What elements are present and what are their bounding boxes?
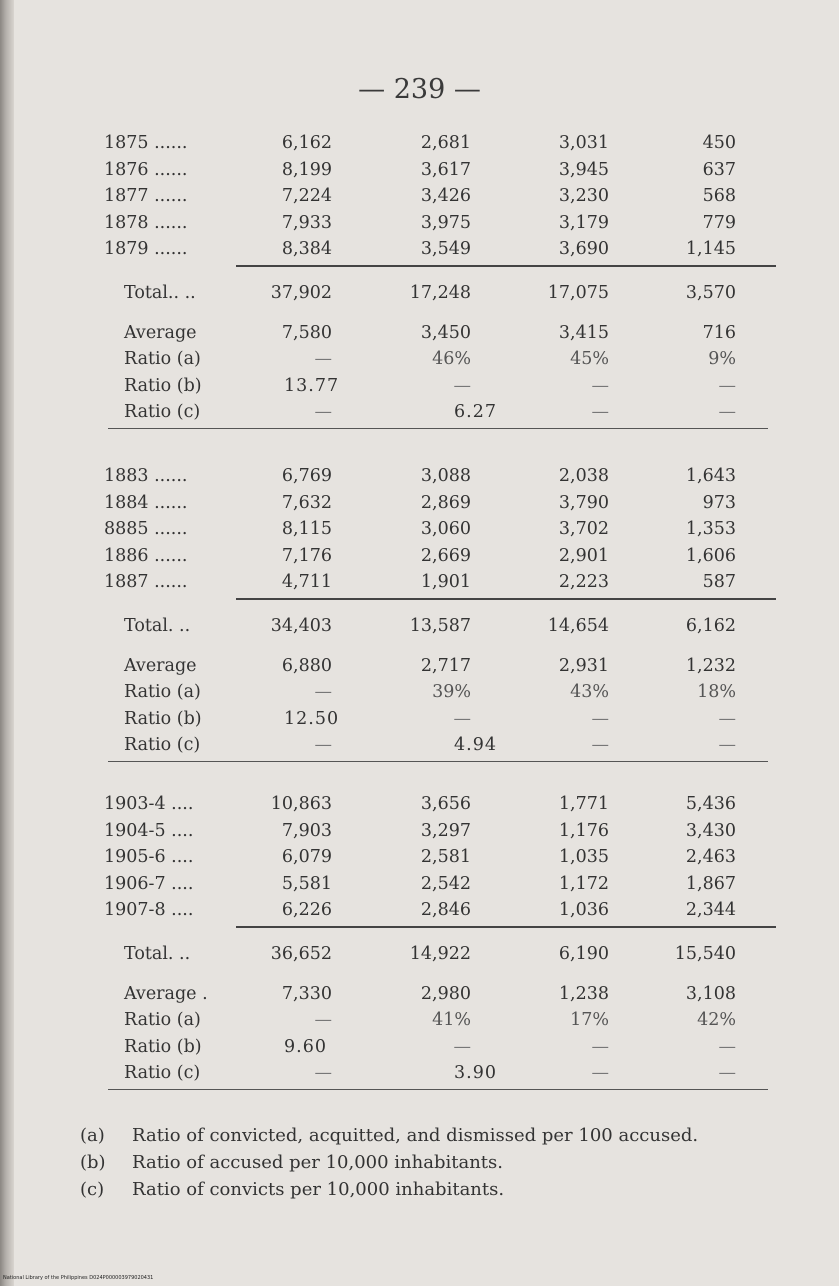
total-row — [0, 280, 839, 306]
average-value: 3,415 — [558, 322, 609, 343]
value-cell: 1,606 — [685, 545, 736, 566]
total-label: Total. .. — [124, 615, 191, 636]
average-value: 1,238 — [558, 983, 609, 1004]
year-row — [0, 130, 839, 156]
ratio-label: Ratio (a) — [124, 682, 201, 702]
footnote-key: (b) — [80, 1152, 106, 1173]
footnote-key: (a) — [80, 1125, 105, 1146]
footnote-text: Ratio of convicted, acquitted, and dismissed per 100 accused. — [132, 1125, 699, 1146]
total-label: Total. .. — [124, 943, 191, 964]
total-rule — [236, 265, 776, 267]
scan-footer: National Library of the Philippines D024P000003979020431 — [3, 1275, 154, 1281]
value-cell: 7,933 — [281, 212, 332, 233]
year-label: 1876 ...... — [104, 159, 188, 180]
average-value: 7,580 — [281, 322, 332, 343]
value-cell: 1,901 — [420, 572, 471, 592]
value-cell: 1,176 — [558, 820, 609, 841]
ratio-dash: — — [314, 1063, 332, 1083]
year-label: 1883 ...... — [104, 466, 188, 486]
ratio-label: Ratio (a) — [124, 1010, 201, 1030]
ratio-label: Ratio (c) — [124, 402, 201, 422]
value-cell: 3,975 — [420, 212, 471, 233]
total-value: 13,587 — [409, 615, 471, 636]
value-cell: 3,790 — [558, 492, 609, 513]
value-cell: 6,162 — [281, 133, 332, 153]
ratio-dash: — — [718, 708, 736, 729]
ratio-dash: — — [591, 402, 609, 422]
ratio-b-value: 9.60 — [284, 1036, 327, 1057]
value-cell: 3,430 — [685, 820, 736, 841]
average-value: 2,980 — [420, 983, 471, 1004]
ratio-b-row — [0, 1034, 839, 1060]
total-value: 36,652 — [270, 943, 332, 964]
section-rule — [108, 1089, 768, 1091]
value-cell: 3,617 — [420, 159, 471, 180]
value-cell: 6,226 — [281, 900, 332, 920]
ratio-label: Ratio (a) — [124, 349, 201, 369]
value-cell: 2,038 — [558, 466, 609, 486]
value-cell: 7,224 — [281, 186, 332, 206]
ratio-c-value: 3.90 — [454, 1063, 497, 1083]
year-label: 1905-6 .... — [104, 847, 194, 867]
ratio-b-value: 13.77 — [284, 375, 340, 396]
ratio-dash: — — [314, 349, 332, 369]
ratio-percent: 39% — [432, 682, 471, 702]
ratio-c-value: 4.94 — [454, 735, 497, 755]
value-cell: 1,643 — [685, 466, 736, 486]
year-row — [0, 871, 839, 897]
value-cell: 8,384 — [281, 239, 332, 259]
average-value: 2,931 — [558, 655, 609, 676]
value-cell: 2,681 — [420, 133, 471, 153]
ratio-percent: 42% — [697, 1010, 736, 1030]
value-cell: 5,436 — [685, 794, 736, 814]
value-cell: 1,035 — [558, 847, 609, 867]
value-cell: 7,903 — [281, 820, 332, 841]
year-label: 1878 ...... — [104, 212, 188, 233]
ratio-dash: — — [453, 375, 471, 396]
value-cell: 450 — [702, 133, 736, 153]
year-row — [0, 844, 839, 870]
year-row — [0, 543, 839, 569]
total-value: 14,654 — [547, 615, 609, 636]
ratio-dash: — — [718, 1063, 736, 1083]
year-row — [0, 183, 839, 209]
year-row — [0, 569, 839, 595]
ratio-c-row — [0, 732, 839, 758]
ratio-dash: — — [718, 735, 736, 755]
total-row — [0, 941, 839, 967]
value-cell: 3,031 — [558, 133, 609, 153]
value-cell: 3,945 — [558, 159, 609, 180]
total-rule — [236, 598, 776, 600]
footnote — [80, 1149, 810, 1176]
total-value: 17,248 — [409, 282, 471, 303]
year-label: 1877 ...... — [104, 186, 188, 206]
year-row — [0, 210, 839, 236]
average-value: 2,717 — [420, 655, 471, 676]
value-cell: 779 — [702, 212, 736, 233]
year-row — [0, 897, 839, 923]
ratio-percent: 46% — [432, 349, 471, 369]
ratio-dash: — — [314, 735, 332, 755]
value-cell: 3,230 — [558, 186, 609, 206]
average-label: Average — [124, 655, 197, 676]
ratio-percent: 17% — [570, 1010, 609, 1030]
value-cell: 1,353 — [685, 519, 736, 539]
year-label: 1875 ...... — [104, 133, 188, 153]
value-cell: 3,690 — [558, 239, 609, 259]
footnote-text: Ratio of convicts per 10,000 inhabitants. — [132, 1179, 505, 1200]
year-row — [0, 463, 839, 489]
year-label: 1879 ...... — [104, 239, 188, 259]
ratio-dash: — — [314, 1010, 332, 1030]
value-cell: 2,846 — [420, 900, 471, 920]
total-value: 15,540 — [674, 943, 736, 964]
value-cell: 3,549 — [420, 239, 471, 259]
ratio-dash: — — [591, 735, 609, 755]
year-row — [0, 490, 839, 516]
ratio-dash: — — [591, 708, 609, 729]
year-label: 1907-8 .... — [104, 900, 194, 920]
ratio-c-value: 6.27 — [454, 402, 497, 422]
value-cell: 6,769 — [281, 466, 332, 486]
ratio-label: Ratio (b) — [124, 708, 202, 729]
total-value: 6,190 — [558, 943, 609, 964]
value-cell: 3,060 — [420, 519, 471, 539]
ratio-a-row — [0, 1007, 839, 1033]
year-row — [0, 516, 839, 542]
average-value: 6,880 — [281, 655, 332, 676]
year-label: 1906-7 .... — [104, 873, 194, 894]
value-cell: 2,869 — [420, 492, 471, 513]
ratio-percent: 9% — [708, 349, 736, 369]
ratio-dash: — — [453, 1036, 471, 1057]
value-cell: 2,223 — [558, 572, 609, 592]
footnotes — [80, 1122, 810, 1203]
average-row — [0, 320, 839, 346]
ratio-percent: 45% — [570, 349, 609, 369]
year-label: 1903-4 .... — [104, 794, 194, 814]
footnote-key: (c) — [80, 1179, 105, 1200]
ratio-dash: — — [591, 1036, 609, 1057]
ratio-percent: 43% — [570, 682, 609, 702]
value-cell: 1,036 — [558, 900, 609, 920]
section-rule — [108, 761, 768, 763]
total-value: 3,570 — [685, 282, 736, 303]
total-row — [0, 613, 839, 639]
value-cell: 3,702 — [558, 519, 609, 539]
year-label: 1887 ...... — [104, 572, 188, 592]
average-value: 7,330 — [281, 983, 332, 1004]
ratio-b-value: 12.50 — [284, 708, 340, 729]
average-row — [0, 981, 839, 1007]
average-value: 716 — [702, 322, 736, 343]
year-row — [0, 157, 839, 183]
value-cell: 1,145 — [685, 239, 736, 259]
ratio-dash: — — [314, 682, 332, 702]
year-row — [0, 791, 839, 817]
value-cell: 2,901 — [558, 545, 609, 566]
value-cell: 2,463 — [685, 847, 736, 867]
value-cell: 2,581 — [420, 847, 471, 867]
total-rule — [236, 926, 776, 928]
total-label: Total.. .. — [124, 282, 196, 303]
average-value: 3,108 — [685, 983, 736, 1004]
page-number: — 239 — — [358, 74, 481, 105]
year-label: 1884 ...... — [104, 492, 188, 513]
value-cell: 637 — [702, 159, 736, 180]
ratio-dash: — — [314, 402, 332, 422]
year-label: 8885 ...... — [104, 519, 188, 539]
value-cell: 973 — [702, 492, 736, 513]
value-cell: 2,344 — [685, 900, 736, 920]
value-cell: 4,711 — [281, 572, 332, 592]
ratio-dash: — — [591, 1063, 609, 1083]
ratio-label: Ratio (c) — [124, 1063, 201, 1083]
value-cell: 3,088 — [420, 466, 471, 486]
value-cell: 8,199 — [281, 159, 332, 180]
ratio-label: Ratio (b) — [124, 375, 202, 396]
value-cell: 6,079 — [281, 847, 332, 867]
ratio-dash: — — [453, 708, 471, 729]
section-rule — [108, 428, 768, 430]
value-cell: 8,115 — [281, 519, 332, 539]
ratio-a-row — [0, 346, 839, 372]
ratio-percent: 41% — [432, 1010, 471, 1030]
total-value: 34,403 — [270, 615, 332, 636]
total-value: 14,922 — [409, 943, 471, 964]
footnote-text: Ratio of accused per 10,000 inhabitants. — [132, 1152, 503, 1173]
footnote — [80, 1176, 810, 1203]
value-cell: 7,176 — [281, 545, 332, 566]
value-cell: 2,669 — [420, 545, 471, 566]
ratio-b-row — [0, 706, 839, 732]
value-cell: 1,172 — [558, 873, 609, 894]
average-value: 1,232 — [685, 655, 736, 676]
total-value: 17,075 — [547, 282, 609, 303]
value-cell: 2,542 — [420, 873, 471, 894]
average-label: Average — [124, 322, 197, 343]
value-cell: 3,426 — [420, 186, 471, 206]
year-label: 1886 ...... — [104, 545, 188, 566]
year-label: 1904-5 .... — [104, 820, 194, 841]
ratio-dash: — — [591, 375, 609, 396]
year-row — [0, 236, 839, 262]
ratio-label: Ratio (c) — [124, 735, 201, 755]
value-cell: 587 — [702, 572, 736, 592]
value-cell: 3,297 — [420, 820, 471, 841]
total-value: 6,162 — [685, 615, 736, 636]
ratio-c-row — [0, 1060, 839, 1086]
ratio-dash: — — [718, 1036, 736, 1057]
value-cell: 3,656 — [420, 794, 471, 814]
value-cell: 5,581 — [281, 873, 332, 894]
year-row — [0, 818, 839, 844]
value-cell: 3,179 — [558, 212, 609, 233]
value-cell: 568 — [702, 186, 736, 206]
value-cell: 1,771 — [558, 794, 609, 814]
ratio-dash: — — [718, 402, 736, 422]
average-value: 3,450 — [420, 322, 471, 343]
value-cell: 1,867 — [685, 873, 736, 894]
average-label: Average . — [124, 983, 208, 1004]
ratio-b-row — [0, 373, 839, 399]
total-value: 37,902 — [270, 282, 332, 303]
average-row — [0, 653, 839, 679]
ratio-dash: — — [718, 375, 736, 396]
ratio-c-row — [0, 399, 839, 425]
footnote — [80, 1122, 810, 1149]
value-cell: 10,863 — [270, 794, 332, 814]
ratio-a-row — [0, 679, 839, 705]
ratio-label: Ratio (b) — [124, 1036, 202, 1057]
ratio-percent: 18% — [697, 682, 736, 702]
value-cell: 7,632 — [281, 492, 332, 513]
